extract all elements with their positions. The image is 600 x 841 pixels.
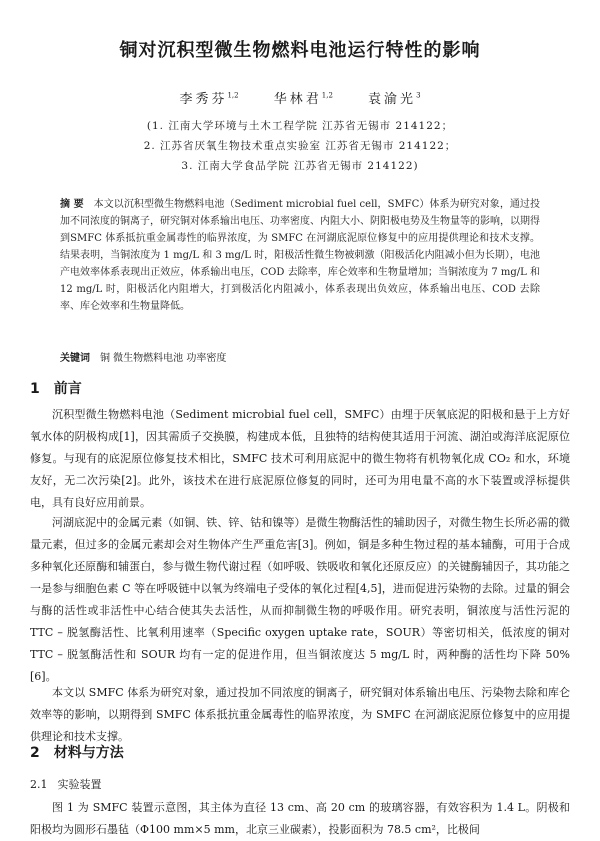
intro-paragraph-3: 本文以 SMFC 体系为研究对象，通过投加不同浓度的铜离子，研究铜对体系输出电压、污染物去除和库仑效率等的影响，以期得到 SMFC 体系抵抗重金属毒性的临界浓度，为 SMFC 在河湖底泥原位修复中的应用提供理论和技术支撑。: [30, 686, 570, 743]
affiliation-1: (1. 江南大学环境与土木工程学院 江苏省无锡市 214122；: [146, 120, 454, 132]
keywords: [60, 350, 540, 367]
methods-paragraph: 图 1 为 SMFC 装置示意图，其主体为直径 13 cm、高 20 cm 的玻璃容器，有效容积为 1.4 L。阴极和阳极均为圆形石墨毡（Φ100 mm×5 mm，北京三业碳素），投影面积为 78.5 cm²，比极间: [30, 801, 570, 836]
section-heading-methods: 2 材料与方法: [30, 745, 124, 761]
abstract-text: 本文以沉积型微生物燃料电池（Sediment microbial fuel cell，SMFC）体系为研究对象，通过投加不同浓度的铜离子，研究铜对体系输出电压、功率密度、内阻大小、阴阳极电势及生物量等的影响，以期得到SMFC 体系抵抗重金属毒性的临界浓度，为 SMFC 在河湖底泥原位修复中的应用提供理论和技术支撑。结果表明，当铜浓度为 1 mg/L 和 3 mg/L 时，阳极活性微生物被刺激（阳极活化内阻减小但为长期），电池产电效率体系表现出正效应，体系输出电压，COD 去除率，库仑效率和生物量增加；当铜浓度为 7 mg/L 和 12 mg/L 时，阳极活化内阻增大，打到极活化内阻减小，体系表现出负效应，体系输出电压、COD 去除率、库仑效率和生物量降低。: [60, 199, 540, 312]
keywords-text: 铜 微生物燃料电池 功率密度: [100, 353, 227, 364]
author: 华林君$^{1,2}$: [273, 91, 333, 107]
author: 袁渝光$^3$: [368, 91, 421, 107]
abstract: [60, 196, 540, 315]
intro-paragraph-2: 河湖底泥中的金属元素（如铜、铁、锌、钴和镍等）是微生物酶活性的辅助因子，对微生物生长所必需的微量元素，但过多的金属元素却会对生物体产生严重危害[3]。例如，铜是多种生物过程的基本辅酶，可用于合成多种氧化还原酶和辅蛋白，参与微生物代谢过程（如呼吸、铁吸收和氧化还原反应）的关键酶辅因子，其功能之一是参与细胞色素 C 等在呼吸链中以氧为终端电子受体的氧化过程[4,5]，进而促进污染物的去除。过量的铜会与酶的活性或非活性中心结合使其失去活性，从而抑制微生物的呼吸作用。研究表明，铜浓度与活性污泥的 TTC – 脱氢酶活性、比氧利用速率（Specific oxygen uptake rate，SOUR）等密切相关，低浓度的铜对 TTC – 脱氢酶活性和 SOUR 均有一定的促进作用，但当铜浓度达 5 mg/L 时，两种酶的活性均下降 50%[6]。: [30, 516, 570, 683]
author: 李秀芬$^{1,2}$: [179, 91, 239, 107]
intro-paragraph-1: 沉积型微生物燃料电池（Sediment microbial fuel cell，SMFC）由埋于厌氧底泥的阳极和悬于上方好氧水体的阴极构成[1]，因其需质子交换膜，构建成本低，且独特的结构使其适用于河流、湖泊或海洋底泥原位修复。与现有的底泥原位修复技术相比，SMFC 技术可利用底泥中的微生物将有机物氧化成 CO₂ 和水，环境友好，无二次污染[2]。此外，该技术在进行底泥原位修复的同时，还可为用电量不高的水下装置或浮标提供电，具有良好应用前景。: [30, 408, 570, 509]
affiliation-2: 2. 江苏省厌氧生物技术重点实验室 江苏省无锡市 214122；: [143, 140, 457, 152]
keywords-label: 关键词: [60, 353, 90, 364]
abstract-label: 摘 要: [60, 199, 84, 210]
subsection-heading: 2.1 实验装置: [30, 778, 102, 791]
paper-title: 铜对沉积型微生物燃料电池运行特性的影响: [119, 40, 481, 61]
section-heading-introduction: 1 前言: [30, 381, 82, 397]
author-list: [0, 88, 600, 107]
affiliation-3: 3. 江南大学食品学院 江苏省无锡市 214122): [181, 160, 419, 172]
